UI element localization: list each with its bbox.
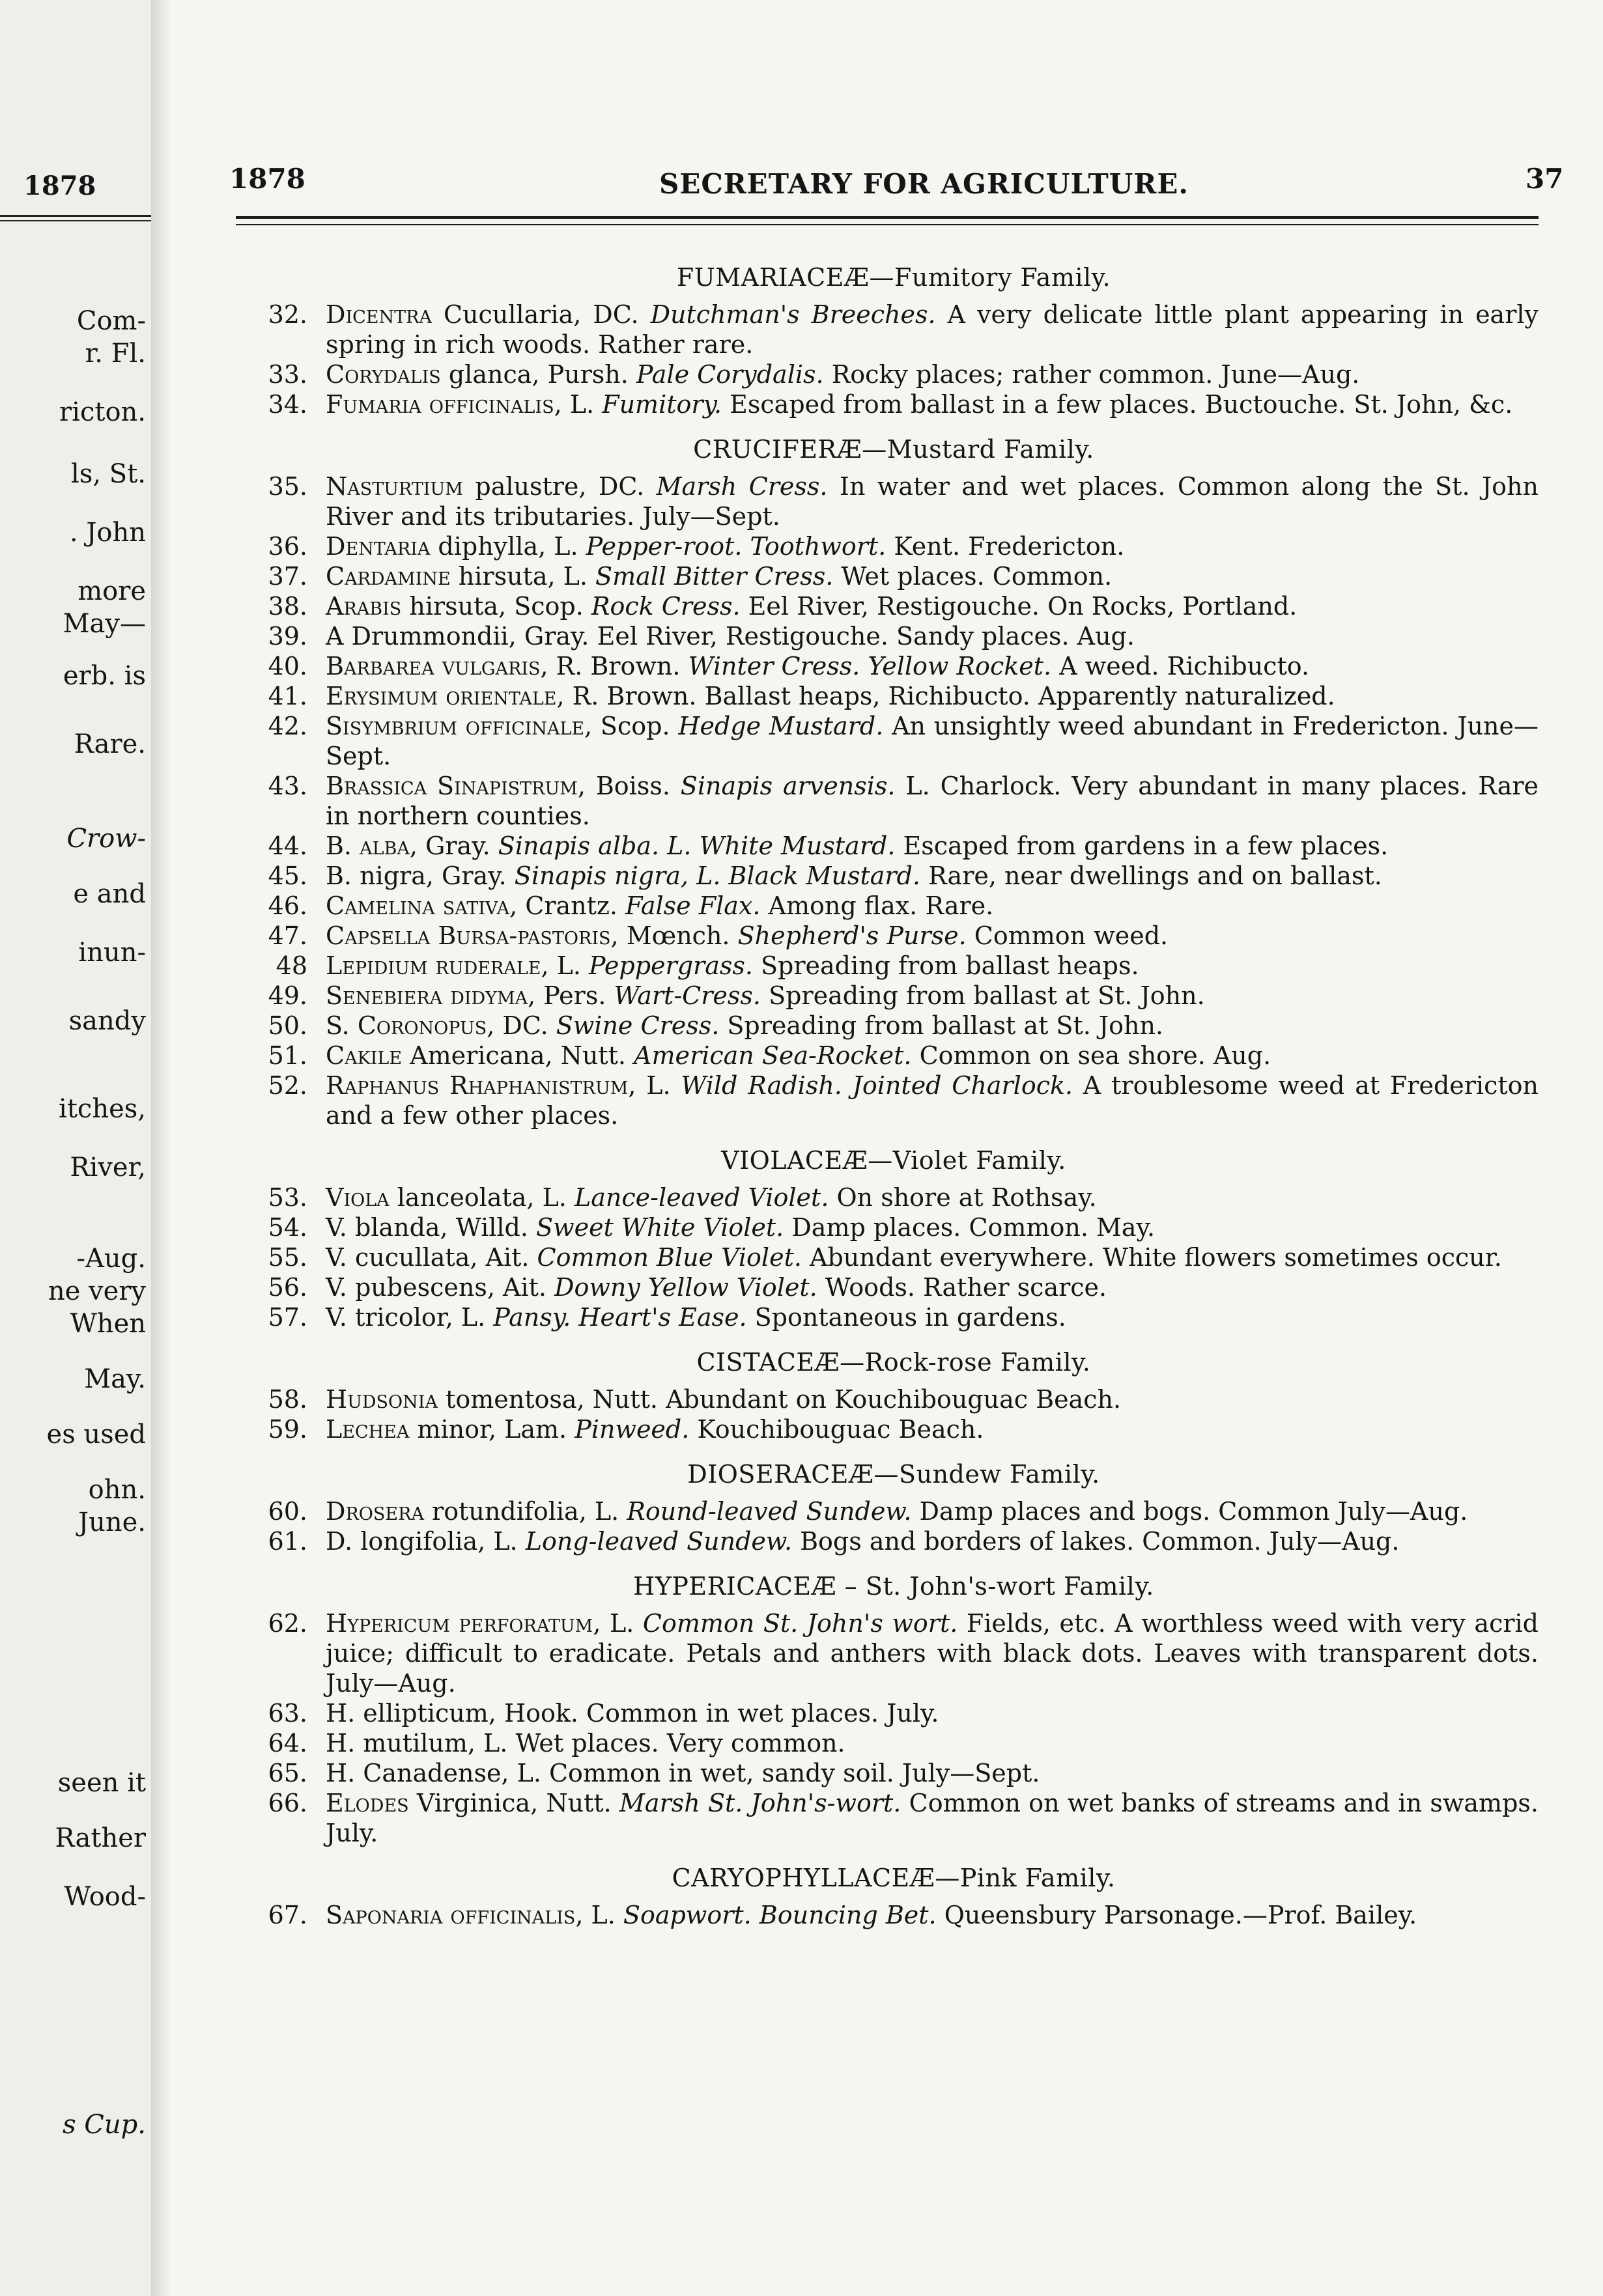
entry-number: 57.	[268, 1303, 307, 1332]
entry-number: 51.	[268, 1041, 307, 1070]
common-name: Small Bitter Cress.	[595, 562, 834, 591]
species-name: minor, Lam.	[409, 1415, 575, 1444]
entry-number: 49.	[268, 981, 307, 1010]
entry-text	[326, 921, 1539, 951]
entry-number: 41.	[268, 682, 307, 710]
entry-number: 67.	[268, 1901, 307, 1929]
species-name: Boiss.	[585, 772, 681, 800]
previous-page-fragment: Crow-	[66, 824, 146, 854]
entry-number: 36.	[268, 532, 307, 561]
entry-text	[326, 1526, 1539, 1556]
entry-text	[326, 1212, 1539, 1242]
entry-number: 34.	[268, 390, 307, 419]
entry-number: 62.	[268, 1609, 307, 1638]
previous-page-fragment: more	[78, 576, 146, 606]
previous-page-fragment: -Aug.	[76, 1244, 146, 1274]
genus-name: Dentaria	[326, 532, 431, 561]
genus-name: Brassica Sinapistrum,	[326, 772, 586, 800]
description: Rare, near dwellings and on ballast.	[920, 861, 1382, 890]
family-heading: DIOSERACEÆ—Sundew Family.	[687, 1460, 1100, 1489]
species-list	[249, 247, 1539, 1930]
species-name: V. blanda, Willd.	[326, 1213, 537, 1242]
entry-text	[326, 891, 1539, 921]
description: Eel River, Restigouche. On Rocks, Portland.	[740, 592, 1298, 621]
genus-name: Hypericum perforatum,	[326, 1609, 601, 1638]
species-name: Cucullaria, DC.	[431, 300, 651, 329]
entry-text	[326, 531, 1539, 561]
description: Common on sea shore. Aug.	[911, 1041, 1271, 1070]
family-heading: VIOLACEÆ—Violet Family.	[721, 1146, 1066, 1175]
entry-number: 33.	[268, 360, 307, 389]
entry-text	[326, 1041, 1539, 1071]
previous-page-fragment: inun-	[78, 938, 146, 968]
entry-number: 63.	[268, 1699, 307, 1728]
previous-page-fragment: Rare.	[74, 729, 146, 759]
previous-page-fragment: e and	[73, 879, 146, 909]
genus-name: Dicentra	[326, 300, 432, 329]
common-name: Downy Yellow Violet.	[554, 1273, 817, 1302]
family-heading: FUMARIACEÆ—Fumitory Family.	[676, 263, 1111, 292]
previous-page-fragment: s Cup.	[63, 2110, 146, 2140]
page	[171, 0, 1603, 2296]
description: Kent. Fredericton.	[886, 532, 1125, 561]
species-entry	[249, 1414, 1539, 1444]
previous-page-fragment: Com-	[76, 306, 146, 336]
species-name: palustre, DC.	[462, 472, 657, 501]
entry-number: 60.	[268, 1497, 307, 1526]
description: Damp places and bogs. Common July—Aug.	[911, 1497, 1468, 1526]
species-entry	[249, 861, 1539, 891]
genus-name: Lepidium ruderale,	[326, 951, 549, 980]
common-name: Round-leaved Sundew.	[627, 1497, 912, 1526]
species-entry	[249, 1496, 1539, 1526]
previous-page-fragment: es used	[46, 1420, 146, 1449]
entry-number: 54.	[268, 1213, 307, 1242]
entry-text	[326, 1900, 1539, 1930]
description: Escaped from gardens in a few places.	[895, 832, 1389, 860]
entry-text	[326, 1272, 1539, 1302]
previous-page-fragment: May.	[84, 1364, 146, 1394]
common-name: Pale Corydalis.	[636, 360, 824, 389]
entry-text	[326, 1183, 1539, 1212]
common-name: Common St. John's wort.	[642, 1609, 958, 1638]
genus-name: Lechea	[326, 1415, 410, 1444]
description: An unsightly weed abundant in Fredericton. June—Sept.	[326, 712, 1539, 770]
common-name: Sinapis nigra, L. Black Mustard.	[514, 861, 920, 890]
entry-text	[326, 1384, 1539, 1414]
entry-text	[326, 1728, 1539, 1758]
species-entry	[249, 471, 1539, 531]
genus-name: S. Coronopus,	[326, 1011, 495, 1040]
species-entry	[249, 1608, 1539, 1698]
common-name: Hedge Mustard.	[678, 712, 884, 740]
genus-name: Arabis	[326, 592, 402, 621]
common-name: American Sea-Rocket.	[634, 1041, 912, 1070]
common-name: Rock Cress.	[591, 592, 741, 621]
species-name: hirsuta, L.	[450, 562, 596, 591]
description: Ballast heaps, Richibucto. Apparently naturalized.	[704, 682, 1335, 710]
description: Eel River, Restigouche. Sandy places. Aug.	[597, 622, 1135, 651]
species-name: Crantz.	[517, 891, 626, 920]
common-name: Pepper-root. Toothwort.	[586, 532, 887, 561]
entry-text	[326, 771, 1539, 831]
description: On shore at Rothsay.	[829, 1183, 1097, 1212]
common-name: Marsh St. John's-wort.	[619, 1789, 901, 1817]
species-entry	[249, 711, 1539, 771]
genus-name: Sisymbrium officinale,	[326, 712, 593, 740]
species-name: Gray.	[417, 832, 498, 860]
genus-name: Drosera	[326, 1497, 424, 1526]
species-entry	[249, 1071, 1539, 1130]
species-entry	[249, 1788, 1539, 1848]
entry-number: 32.	[268, 300, 307, 329]
genus-name: Senebiera didyma,	[326, 981, 536, 1010]
species-entry	[249, 1212, 1539, 1242]
entry-number: 46.	[268, 891, 307, 920]
genus-name: Capsella Bursa-pastoris,	[326, 921, 619, 950]
species-name: tomentosa, Nutt.	[437, 1385, 666, 1414]
common-name: Pansy. Heart's Ease.	[493, 1303, 747, 1332]
entry-text	[326, 471, 1539, 531]
entry-text	[326, 861, 1539, 891]
common-name: Winter Cress. Yellow Rocket.	[688, 652, 1052, 680]
entry-number: 56.	[268, 1273, 307, 1302]
entry-number: 55.	[268, 1243, 307, 1272]
species-name: R. Brown.	[548, 652, 688, 680]
species-name: rotundifolia, L.	[423, 1497, 627, 1526]
entry-number: 65.	[268, 1759, 307, 1787]
genus-name: Fumaria officinalis,	[326, 390, 562, 419]
description: Fields, etc. A worthless weed with very acrid juice; difficult to eradicate. Petals and anthers with black dots. Leaves with transparent dots. July—Aug.	[326, 1609, 1539, 1698]
entry-text	[326, 1011, 1539, 1041]
species-entry	[249, 1272, 1539, 1302]
description: Spreading from ballast at St. John.	[719, 1011, 1164, 1040]
entry-number: 61.	[268, 1527, 307, 1556]
description: Damp places. Common. May.	[784, 1213, 1156, 1242]
header-title: SECRETARY FOR AGRICULTURE.	[659, 168, 1189, 200]
previous-page-fragment: ohn.	[88, 1475, 146, 1505]
entry-number: 47.	[268, 921, 307, 950]
genus-name: Erysimum orientale,	[326, 682, 565, 710]
entry-text	[326, 1698, 1539, 1728]
species-name: L.	[636, 1071, 681, 1100]
entry-number: 50.	[268, 1011, 307, 1040]
description: Escaped from ballast in a few places. Buctouche. St. John, &c.	[722, 390, 1513, 419]
species-name: L.	[561, 390, 603, 419]
species-name: Americana, Nutt.	[402, 1041, 634, 1070]
entry-number: 59.	[268, 1415, 307, 1444]
species-name: H. mutilum, L.	[326, 1729, 516, 1757]
entry-text	[326, 591, 1539, 621]
description: Rocky places; rather common. June—Aug.	[823, 360, 1360, 389]
entry-number: 39.	[268, 622, 307, 651]
previous-page-fragment: River,	[70, 1153, 146, 1183]
previous-page-fragment: itches,	[59, 1094, 146, 1124]
species-name: hirsuta, Scop.	[401, 592, 591, 621]
species-name: R. Brown.	[564, 682, 705, 710]
common-name: Peppergrass.	[589, 951, 753, 980]
family-heading: CARYOPHYLLACEÆ—Pink Family.	[672, 1864, 1116, 1892]
previous-page-margin	[0, 0, 153, 2296]
entry-text	[326, 1071, 1539, 1130]
previous-page-year: 1878	[23, 171, 96, 201]
entry-text	[326, 1414, 1539, 1444]
description: Wet places. Common.	[833, 562, 1113, 591]
common-name: Marsh Cress.	[656, 472, 828, 501]
entry-number: 43.	[268, 772, 307, 800]
previous-page-fragment: ne very	[48, 1276, 146, 1306]
previous-page-fragment: sandy	[68, 1006, 146, 1036]
entry-text	[326, 1242, 1539, 1272]
species-name: B. nigra, Gray.	[326, 861, 515, 890]
common-name: Sweet White Violet.	[536, 1213, 784, 1242]
entry-text	[326, 389, 1539, 419]
previous-page-fragment: May—	[63, 609, 146, 639]
description: Common in wet places. July.	[586, 1699, 939, 1728]
species-name: V. cucullata, Ait.	[326, 1243, 537, 1272]
previous-page-fragment: June.	[78, 1507, 146, 1537]
entry-text	[326, 1608, 1539, 1698]
previous-page-fragment: ls, St.	[71, 459, 146, 489]
description: Spreading from ballast at St. John.	[760, 981, 1205, 1010]
description: Bogs and borders of lakes. Common. July—Aug.	[792, 1527, 1400, 1556]
entry-number: 66.	[268, 1789, 307, 1817]
genus-name: Corydalis	[326, 360, 441, 389]
family-heading: CISTACEÆ—Rock-rose Family.	[696, 1348, 1091, 1377]
description: Common weed.	[966, 921, 1169, 950]
species-entry	[249, 561, 1539, 591]
entry-text	[326, 951, 1539, 981]
species-entry	[249, 1041, 1539, 1071]
species-entry	[249, 831, 1539, 861]
entry-number: 44.	[268, 832, 307, 860]
species-name: Mœnch.	[618, 921, 738, 950]
family-heading: CRUCIFERÆ—Mustard Family.	[693, 435, 1094, 464]
species-entry	[249, 1900, 1539, 1930]
page-number: 37	[1525, 163, 1564, 195]
common-name: Wild Radish. Jointed Charlock.	[681, 1071, 1073, 1100]
description: Spontaneous in gardens.	[746, 1303, 1066, 1332]
species-entry	[249, 951, 1539, 981]
description: Abundant everywhere. White flowers sometimes occur.	[801, 1243, 1502, 1272]
entry-text	[326, 651, 1539, 681]
entry-text	[326, 981, 1539, 1011]
entry-text	[326, 1302, 1539, 1332]
common-name: Soapwort. Bouncing Bet.	[623, 1901, 937, 1929]
common-name: Pinweed.	[575, 1415, 690, 1444]
species-name: V. pubescens, Ait.	[326, 1273, 554, 1302]
description: L. Charlock. Very abundant in many places. Rare in northern counties.	[326, 772, 1539, 830]
species-name: H. Canadense, L.	[326, 1759, 549, 1787]
description: Spreading from ballast heaps.	[752, 951, 1139, 980]
species-entry	[249, 651, 1539, 681]
species-entry	[249, 891, 1539, 921]
description: Woods. Rather scarce.	[817, 1273, 1107, 1302]
species-entry	[249, 389, 1539, 419]
species-entry	[249, 771, 1539, 831]
description: Queensbury Parsonage.—Prof. Bailey.	[936, 1901, 1417, 1929]
running-header	[229, 163, 1564, 202]
species-name: glanca, Pursh.	[440, 360, 636, 389]
description: Wet places. Very common.	[515, 1729, 845, 1757]
species-name: L.	[583, 1901, 623, 1929]
genus-name: Nasturtium	[326, 472, 463, 501]
entry-text	[326, 561, 1539, 591]
description: Abundant on Kouchibouguac Beach.	[666, 1385, 1122, 1414]
common-name: Dutchman's Breeches.	[650, 300, 936, 329]
species-entry	[249, 981, 1539, 1011]
species-name: lanceolata, L.	[389, 1183, 575, 1212]
entry-number: 64.	[268, 1729, 307, 1757]
entry-number: 35.	[268, 472, 307, 501]
entry-text	[326, 621, 1539, 651]
description: A weed. Richibucto.	[1051, 652, 1310, 680]
previous-page-fragment: . John	[69, 518, 146, 548]
header-year: 1878	[229, 163, 305, 195]
previous-page-fragment: seen it	[57, 1768, 146, 1798]
species-entry	[249, 300, 1539, 359]
description: Common on wet banks of streams and in swamps. July.	[326, 1789, 1539, 1847]
species-entry	[249, 1302, 1539, 1332]
species-entry	[249, 1698, 1539, 1728]
entry-number: 58.	[268, 1385, 307, 1414]
previous-page-fragment: ricton.	[59, 397, 146, 427]
description: In water and wet places. Common along the St. John River and its tributaries. July—Sept.	[326, 472, 1539, 531]
previous-page-fragment: erb. is	[63, 661, 146, 691]
entry-text	[326, 1496, 1539, 1526]
family-heading: HYPERICACEÆ – St. John's-wort Family.	[633, 1572, 1154, 1601]
common-name: Wart-Cress.	[614, 981, 761, 1010]
species-entry	[249, 1728, 1539, 1758]
description: Common in wet, sandy soil. July—Sept.	[548, 1759, 1040, 1787]
entry-number: 53.	[268, 1183, 307, 1212]
entry-text	[326, 681, 1539, 711]
genus-name: Cakile	[326, 1041, 403, 1070]
species-name: Scop.	[592, 712, 679, 740]
previous-page-fragment: r. Fl.	[85, 339, 146, 369]
entry-number: 48	[276, 951, 307, 980]
species-entry	[249, 1526, 1539, 1556]
description: Among flax. Rare.	[760, 891, 994, 920]
entry-number: 42.	[268, 712, 307, 740]
species-name: D. longifolia, L.	[326, 1527, 526, 1556]
common-name: Lance-leaved Violet.	[574, 1183, 829, 1212]
previous-page-header-rule	[0, 215, 151, 221]
genus-name: Raphanus Rhaphanistrum,	[326, 1071, 636, 1100]
entry-text	[326, 831, 1539, 861]
common-name: Long-leaved Sundew.	[525, 1527, 793, 1556]
species-name: A Drummondii, Gray.	[326, 622, 597, 651]
common-name: False Flax.	[625, 891, 761, 920]
species-entry	[249, 1242, 1539, 1272]
species-entry	[249, 359, 1539, 389]
species-name: DC.	[494, 1011, 556, 1040]
genus-name: Cardamine	[326, 562, 451, 591]
common-name: Sinapis alba. L. White Mustard.	[498, 832, 896, 860]
species-name: L.	[601, 1609, 643, 1638]
species-entry	[249, 531, 1539, 561]
common-name: Fumitory.	[602, 390, 722, 419]
book-gutter	[151, 0, 171, 2296]
entry-number: 52.	[268, 1071, 307, 1100]
common-name: Common Blue Violet.	[537, 1243, 802, 1272]
species-name: Virginica, Nutt.	[408, 1789, 620, 1817]
species-entry	[249, 921, 1539, 951]
entry-number: 40.	[268, 652, 307, 680]
species-entry	[249, 1758, 1539, 1788]
entry-text	[326, 1758, 1539, 1788]
entry-text	[326, 300, 1539, 359]
species-entry	[249, 1011, 1539, 1041]
genus-name: Camelina sativa,	[326, 891, 518, 920]
genus-name: B. alba,	[326, 832, 418, 860]
entry-text	[326, 1788, 1539, 1848]
genus-name: Barbarea vulgaris,	[326, 652, 548, 680]
common-name: Swine Cress.	[556, 1011, 720, 1040]
entry-text	[326, 359, 1539, 389]
description: Kouchibouguac Beach.	[689, 1415, 984, 1444]
entry-number: 38.	[268, 592, 307, 621]
species-entry	[249, 1384, 1539, 1414]
species-entry	[249, 591, 1539, 621]
common-name: Shepherd's Purse.	[737, 921, 967, 950]
previous-page-fragment: Rather	[55, 1823, 146, 1853]
species-name: diphylla, L.	[430, 532, 586, 561]
entry-number: 37.	[268, 562, 307, 591]
entry-text	[326, 711, 1539, 771]
previous-page-fragment: Wood-	[64, 1882, 146, 1912]
description: A very delicate little plant appearing in early spring in rich woods. Rather rare.	[326, 300, 1539, 359]
species-name: L.	[548, 951, 589, 980]
description: A troublesome weed at Fredericton and a few other places.	[326, 1071, 1539, 1130]
species-entry	[249, 1183, 1539, 1212]
previous-page-fragment: When	[70, 1309, 146, 1339]
species-name: H. ellipticum, Hook.	[326, 1699, 587, 1728]
species-entry	[249, 681, 1539, 711]
species-entry	[249, 621, 1539, 651]
header-rule	[236, 216, 1539, 225]
common-name: Sinapis arvensis.	[680, 772, 896, 800]
genus-name: Viola	[326, 1183, 390, 1212]
genus-name: Elodes	[326, 1789, 409, 1817]
genus-name: Saponaria officinalis,	[326, 1901, 584, 1929]
species-name: Pers.	[535, 981, 614, 1010]
genus-name: Hudsonia	[326, 1385, 438, 1414]
entry-number: 45.	[268, 861, 307, 890]
species-name: V. tricolor, L.	[326, 1303, 494, 1332]
